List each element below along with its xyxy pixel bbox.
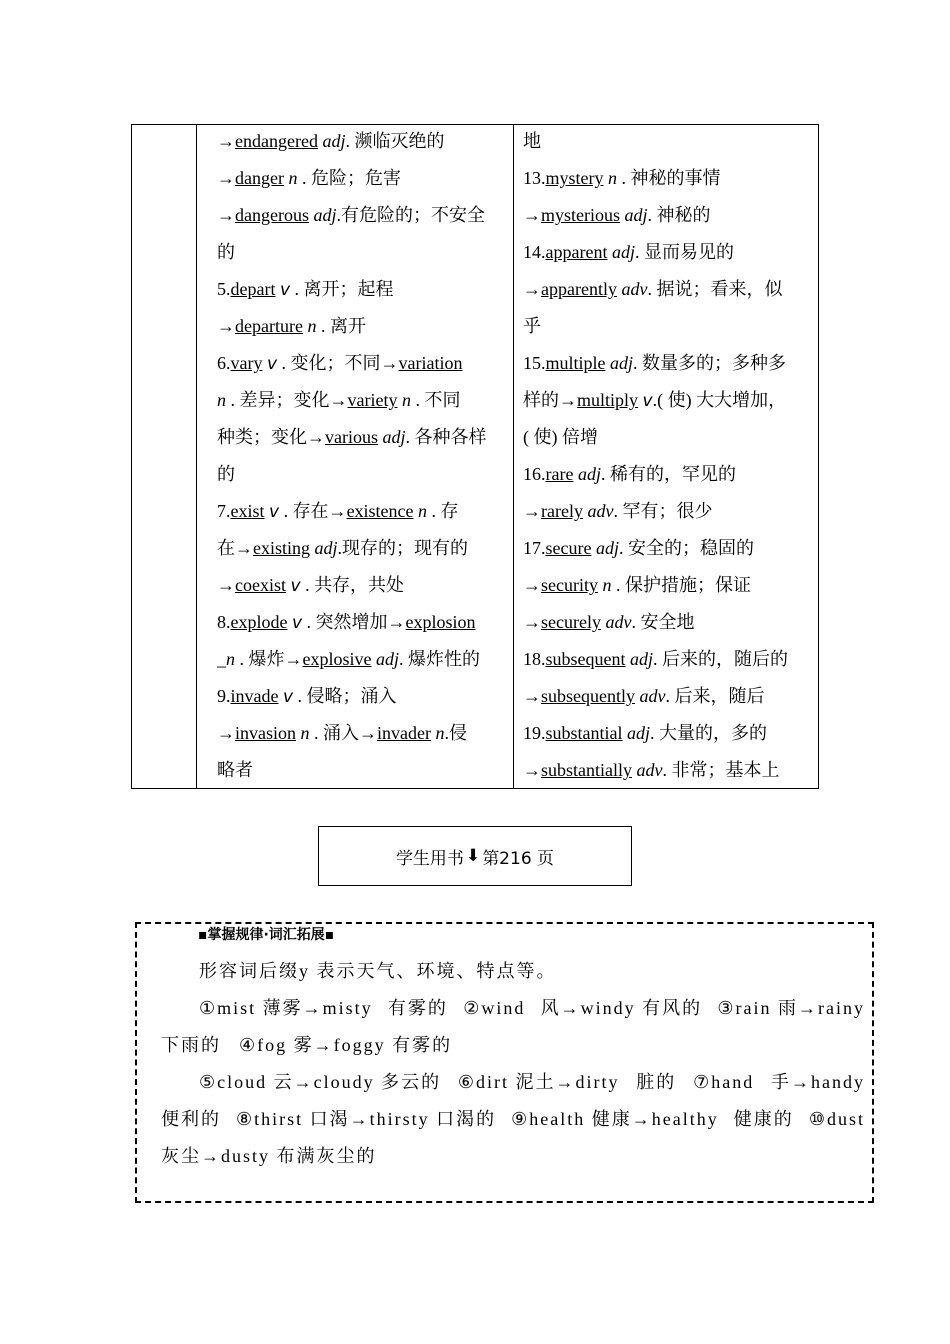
part-of-speech: v [266, 354, 278, 374]
vocab-word: security [541, 575, 598, 595]
line-text: . 后来，随后 [665, 686, 765, 706]
part-of-speech: n [217, 390, 226, 410]
vocab-word: danger [235, 168, 284, 188]
rule-line [161, 1067, 865, 1104]
vocab-word: variation [398, 353, 463, 373]
line-text: . 显而易见的 [634, 242, 734, 262]
rule-item: 下雨的 [161, 1035, 221, 1055]
line-text: . 罕有；很少 [613, 501, 713, 521]
table-line [217, 608, 505, 645]
vocab-word: apparent [545, 242, 608, 262]
table-right-column [514, 125, 818, 788]
line-text: 样的→ [523, 390, 577, 410]
rule-item: 风→windy 有风的 [540, 998, 703, 1018]
part-of-speech: n [307, 316, 317, 336]
line-text: 8. [217, 612, 231, 632]
rule-line [161, 1030, 865, 1067]
rule-item: 手→handy [770, 1072, 865, 1092]
table-line [523, 460, 812, 497]
table-line [523, 534, 812, 571]
line-text: . 安全的；稳固的 [618, 538, 754, 558]
line-text: . 神秘的事情 [617, 168, 721, 188]
vocab-word: substantial [545, 723, 623, 743]
table-line [217, 423, 505, 460]
table-line [217, 164, 505, 201]
line-text: 19. [523, 723, 546, 743]
line-text: . 存 [427, 501, 459, 521]
rule-line [161, 993, 865, 1030]
line-text: → [217, 723, 235, 743]
line-text: . 稀有的，罕见的 [600, 464, 736, 484]
arrow-down-icon: ⬇ [465, 846, 481, 866]
vocab-word: subsequent [545, 649, 626, 669]
table-line [523, 349, 812, 386]
part-of-speech: adj [611, 242, 635, 262]
line-text: . 侵略；涌入 [293, 686, 397, 706]
line-text: . 共存，共处 [300, 575, 405, 595]
table-line [523, 164, 812, 201]
vocab-word: explode [230, 612, 288, 632]
vocab-word: apparently [541, 279, 617, 299]
line-text: ( 使) 倍增 [523, 427, 598, 447]
line-text: → [217, 205, 235, 225]
table-line [217, 386, 505, 423]
line-text: _ [217, 649, 226, 669]
line-text: 16. [523, 464, 546, 484]
rule-box-title: ▪掌握规律·词汇拓展▪ [198, 927, 335, 943]
rule-item: 便利的 [161, 1109, 221, 1129]
line-text: 地 [523, 131, 541, 151]
line-text: . 差异；变化→ [226, 390, 348, 410]
vocab-word: existence [346, 501, 414, 521]
table-empty-column [132, 125, 197, 788]
table-line [217, 349, 505, 386]
rule-item: 灰尘→dusty 布满灰尘的 [161, 1146, 377, 1166]
vocab-word: multiply [577, 390, 639, 410]
vocab-word: rare [545, 464, 574, 484]
part-of-speech: adj [610, 353, 634, 373]
table-line [217, 534, 505, 571]
part-of-speech: v [279, 280, 291, 300]
table-line [217, 275, 505, 312]
part-of-speech: v [282, 687, 294, 707]
part-of-speech: adv [605, 612, 632, 632]
page-ref-number: 第216 页 [482, 848, 555, 869]
part-of-speech: n [418, 501, 428, 521]
page-reference-box [318, 826, 632, 886]
table-line [217, 312, 505, 349]
table-line [523, 127, 812, 164]
line-text: .( 使) 大大增加， [652, 390, 787, 410]
line-text: 17. [523, 538, 546, 558]
vocab-word: invasion [235, 723, 296, 743]
vocabulary-table [131, 124, 819, 789]
line-text: . 爆炸→ [235, 649, 303, 669]
vocab-word: mystery [545, 168, 604, 188]
line-text: 乎 [523, 316, 541, 336]
vocab-word: departure [235, 316, 303, 336]
line-text: → [523, 686, 541, 706]
part-of-speech: adj [314, 538, 338, 558]
part-of-speech: v [642, 391, 653, 411]
vocab-word: secure [545, 538, 592, 558]
part-of-speech: adv [587, 501, 614, 521]
table-line [217, 460, 505, 497]
table-line [217, 756, 505, 793]
part-of-speech: adj [577, 464, 601, 484]
table-middle-column [197, 125, 514, 788]
line-text: 的 [217, 464, 235, 484]
line-text: . 据说；看来，似 [647, 279, 783, 299]
rule-item: ④fog 雾→foggy 有雾的 [239, 1035, 453, 1055]
vocab-word: multiple [545, 353, 606, 373]
line-text: 13. [523, 168, 546, 188]
part-of-speech: v [291, 613, 303, 633]
rule-item: 健康的 [733, 1109, 794, 1129]
part-of-speech: n [300, 723, 310, 743]
line-text: . 危险；危害 [297, 168, 401, 188]
part-of-speech: adj [322, 131, 346, 151]
rule-item: ③rain 雨→rainy [717, 998, 865, 1018]
line-text: . 数量多的；多种多 [633, 353, 787, 373]
line-text: . 突然增加→ [302, 612, 406, 632]
line-text: → [217, 131, 235, 151]
rule-item: ⑩dust [808, 1109, 865, 1129]
rule-item: ⑥dirt 泥土→dirty [457, 1072, 620, 1092]
part-of-speech: n [288, 168, 298, 188]
line-text: → [523, 205, 541, 225]
vocab-word: explosion [405, 612, 476, 632]
line-text: 18. [523, 649, 546, 669]
line-text: → [523, 501, 541, 521]
table-line [523, 275, 812, 312]
table-line [523, 423, 812, 460]
part-of-speech: adv [636, 760, 663, 780]
line-text: . 离开 [316, 316, 366, 336]
rule-item: ⑦hand [693, 1072, 755, 1092]
part-of-speech: adj [630, 649, 654, 669]
line-text: . 大量的，多的 [650, 723, 768, 743]
rule-intro: 形容词后缀y 表示天气、环境、特点等。 [199, 961, 557, 981]
table-line [217, 571, 505, 608]
vocab-word: explosive [302, 649, 372, 669]
line-text: 的 [217, 242, 235, 262]
part-of-speech: adv [621, 279, 648, 299]
line-text: → [217, 168, 235, 188]
vocab-word: rarely [541, 501, 583, 521]
table-line [523, 608, 812, 645]
line-text: . 非常；基本上 [662, 760, 780, 780]
vocab-word: endangered [235, 131, 318, 151]
line-text: 9. [217, 686, 231, 706]
table-line [523, 386, 812, 423]
table-line [217, 497, 505, 534]
part-of-speech: adj [382, 427, 406, 447]
table-line [523, 571, 812, 608]
part-of-speech: n [226, 649, 235, 669]
table-line [217, 238, 505, 275]
vocab-word: existing [253, 538, 310, 558]
rule-item: 有雾的 [387, 998, 448, 1018]
line-text: → [523, 612, 541, 632]
line-text: . 后来的，随后的 [653, 649, 789, 669]
table-line [217, 201, 505, 238]
vocab-word: dangerous [235, 205, 309, 225]
rule-item: ⑨health 健康→healthy [511, 1109, 719, 1129]
vocab-word: exist [230, 501, 265, 521]
line-text: → [217, 316, 235, 336]
rule-item: ②wind [463, 998, 526, 1018]
vocab-word: securely [541, 612, 601, 632]
line-text: . 爆炸性的 [399, 649, 481, 669]
line-text: 在→ [217, 538, 253, 558]
line-text: .侵 [444, 723, 467, 743]
line-text: → [523, 575, 541, 595]
table-line [523, 719, 812, 756]
table-line [523, 238, 812, 275]
part-of-speech: adj [627, 723, 651, 743]
part-of-speech: n [435, 723, 445, 743]
part-of-speech: n [608, 168, 617, 188]
part-of-speech: v [290, 576, 301, 596]
line-text: . 安全地 [631, 612, 695, 632]
vocab-word: coexist [235, 575, 286, 595]
part-of-speech: adj [624, 205, 648, 225]
line-text: . 神秘的 [647, 205, 711, 225]
vocab-word: mysterious [541, 205, 620, 225]
rule-item: ⑧thirst 口渴→thirsty 口渴的 [236, 1109, 497, 1129]
line-text: .有危险的；不安全 [336, 205, 485, 225]
vocab-word: substantially [541, 760, 632, 780]
table-line [217, 645, 505, 682]
line-text: . 涌入→ [309, 723, 377, 743]
table-line [217, 719, 505, 756]
line-text: . 各种各样 [405, 427, 487, 447]
line-text: 略者 [217, 760, 253, 780]
vocab-word: subsequently [541, 686, 635, 706]
table-line [523, 201, 812, 238]
vocab-word: variety [347, 390, 398, 410]
line-text: 7. [217, 501, 231, 521]
table-line [523, 756, 812, 793]
table-line [523, 312, 812, 349]
rule-line [161, 1104, 865, 1141]
line-text: 种类；变化→ [217, 427, 325, 447]
line-text: → [523, 760, 541, 780]
part-of-speech: v [269, 502, 280, 522]
line-text: . 不同 [410, 390, 461, 410]
page-ref-prefix: 学生用书 [395, 848, 464, 869]
table-line [523, 645, 812, 682]
rule-box-body [161, 956, 865, 1178]
line-text: → [217, 575, 235, 595]
table-line [217, 682, 505, 719]
vocab-word: various [325, 427, 378, 447]
line-text: . 濒临灭绝的 [345, 131, 445, 151]
vocab-word: invade [230, 686, 279, 706]
line-text: .现存的；现有的 [337, 538, 469, 558]
line-text: . 离开；起程 [290, 279, 394, 299]
vocab-word: depart [230, 279, 276, 299]
line-text: 5. [217, 279, 231, 299]
part-of-speech: adj [376, 649, 400, 669]
rule-item: 脏的 [636, 1072, 677, 1092]
table-line [217, 127, 505, 164]
line-text: . 存在→ [279, 501, 347, 521]
vocab-word: vary [230, 353, 263, 373]
part-of-speech: adv [639, 686, 666, 706]
rule-item: ①mist 薄雾→misty [199, 998, 373, 1018]
line-text: 14. [523, 242, 546, 262]
rule-extension-box [135, 922, 874, 1203]
part-of-speech: n [401, 390, 411, 410]
line-text: . 保护措施；保证 [611, 575, 751, 595]
part-of-speech: adj [595, 538, 619, 558]
part-of-speech: adj [313, 205, 337, 225]
table-line [523, 682, 812, 719]
line-text: 6. [217, 353, 231, 373]
vocab-word: invader [377, 723, 431, 743]
rule-line [161, 1141, 865, 1178]
line-text: . 变化；不同→ [277, 353, 399, 373]
line-text: 15. [523, 353, 546, 373]
rule-item: ⑤cloud 云→cloudy 多云的 [199, 1072, 442, 1092]
line-text: → [523, 279, 541, 299]
part-of-speech: n [602, 575, 612, 595]
table-line [523, 497, 812, 534]
